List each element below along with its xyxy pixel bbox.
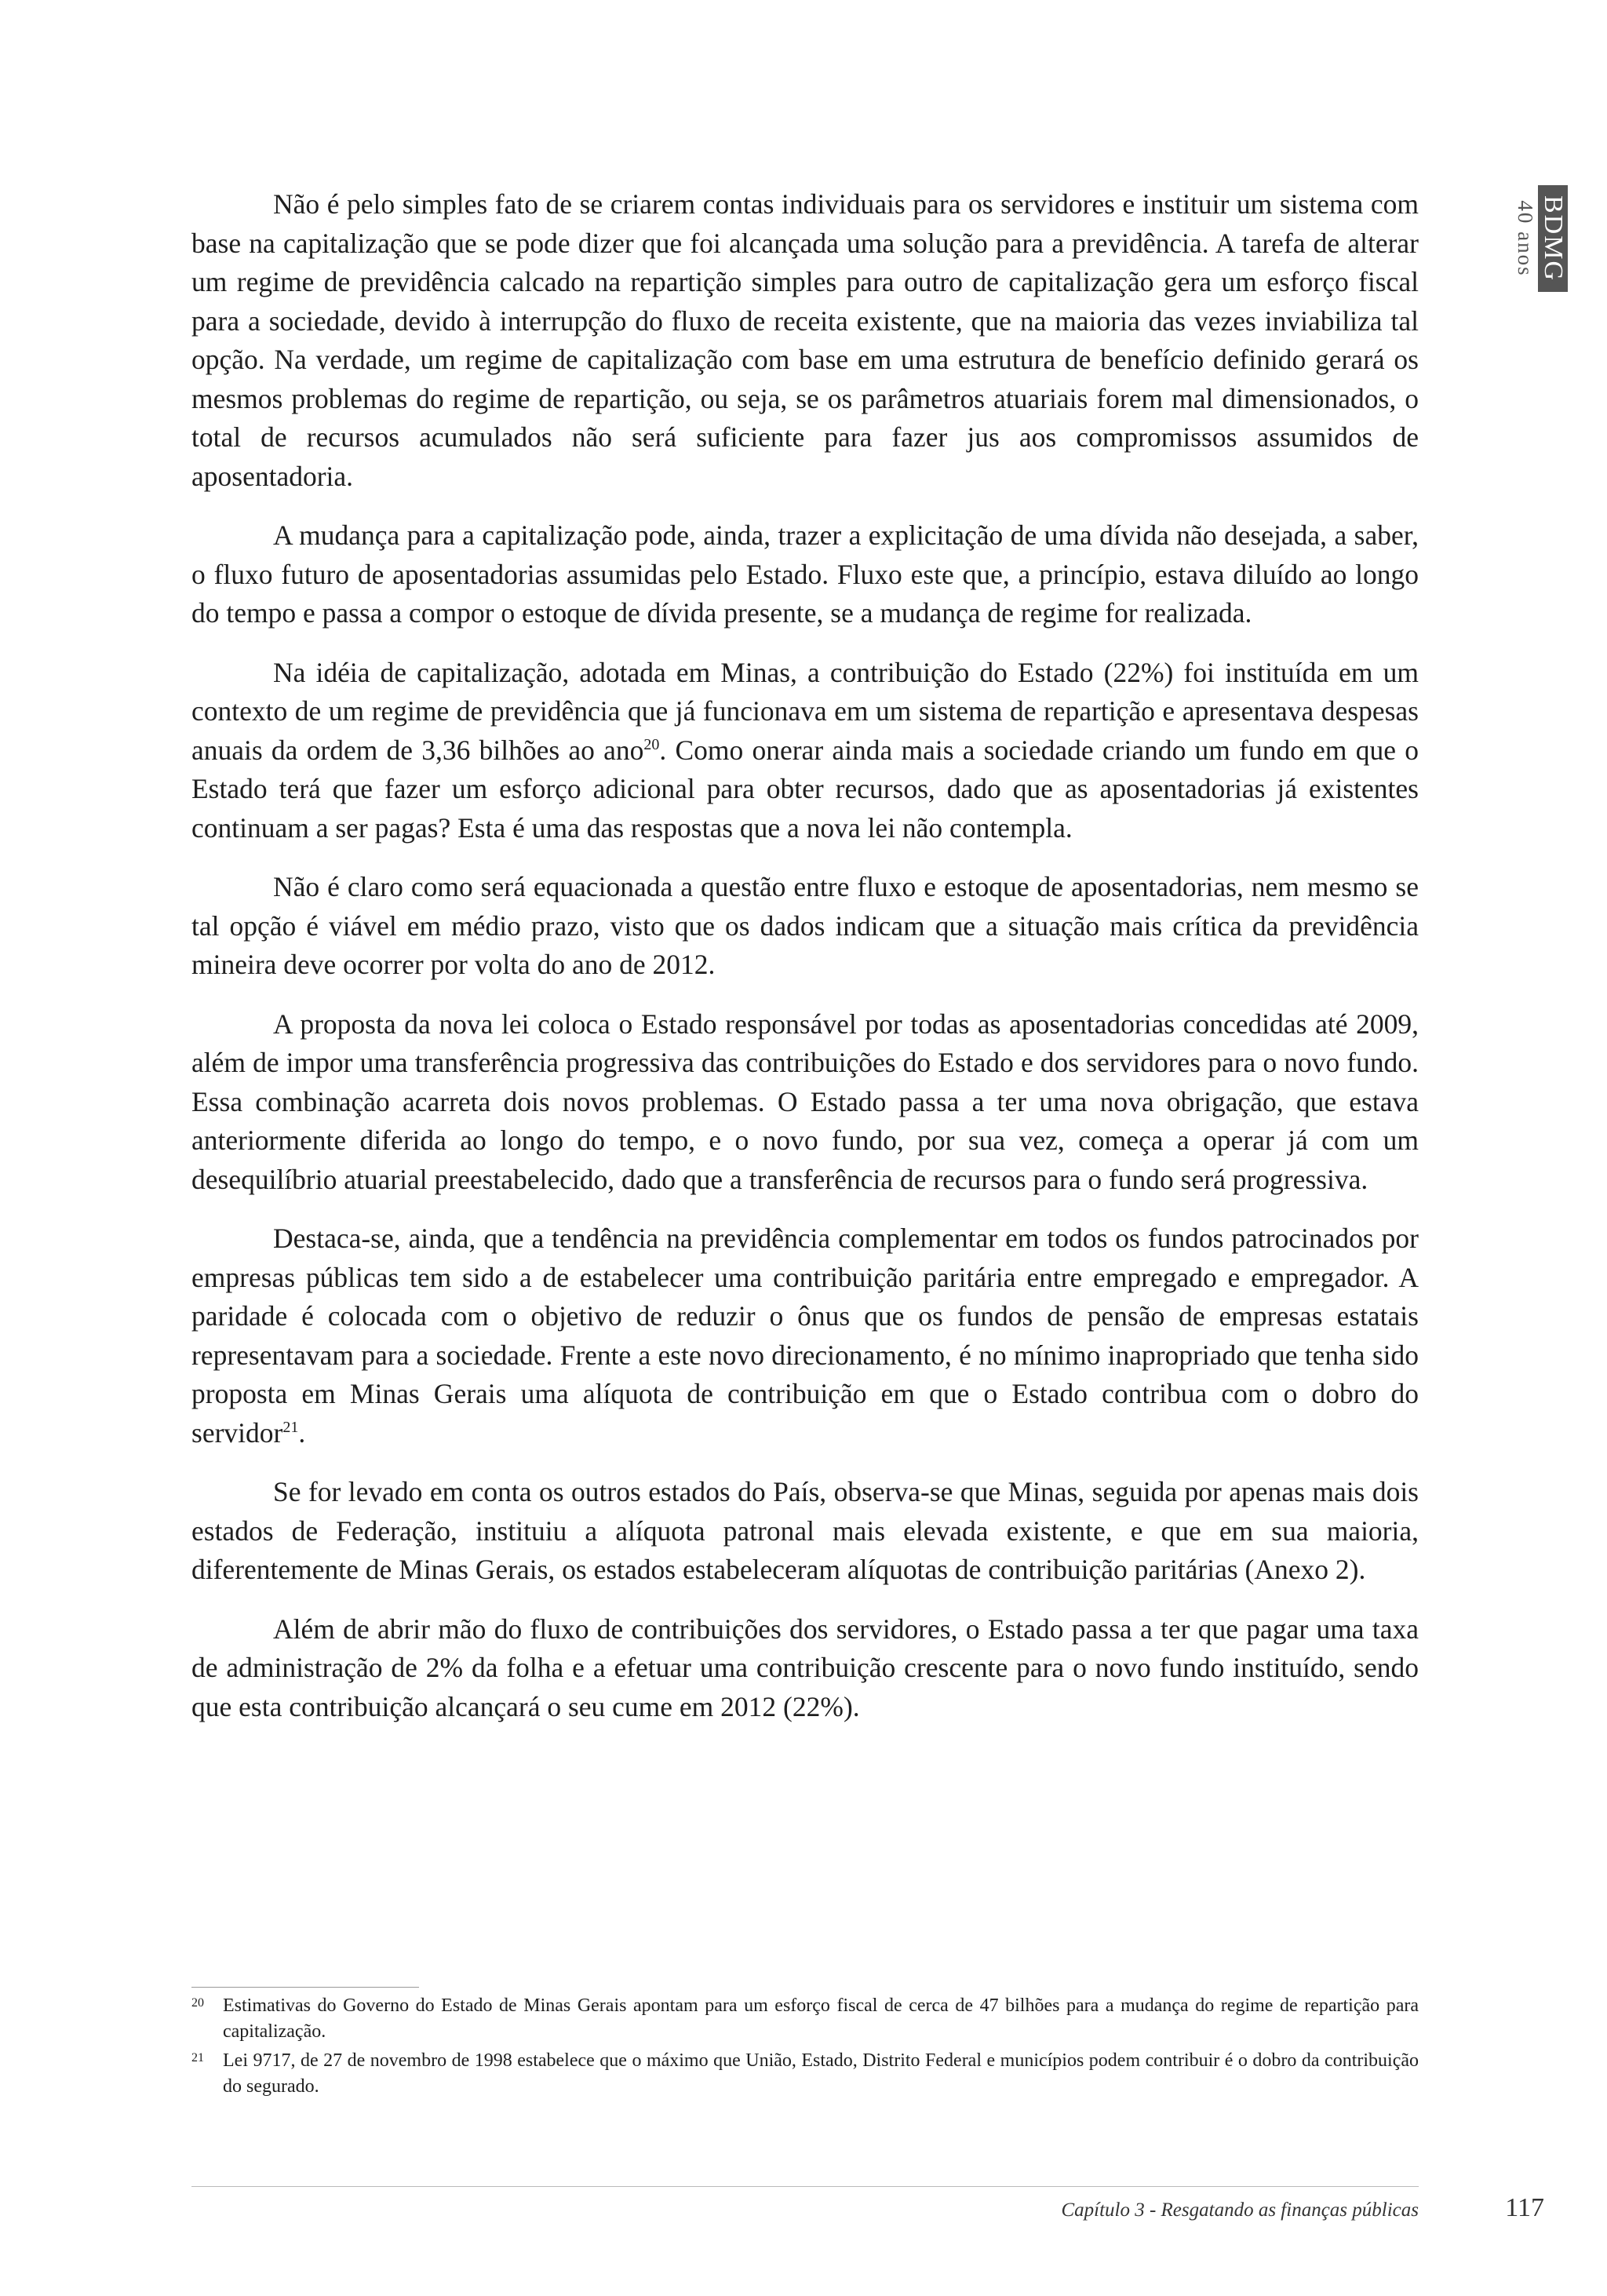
- footnote-number: 20: [191, 1996, 204, 2010]
- paragraph-5: A proposta da nova lei coloca o Estado responsável por todas as aposentadorias concedidas até 2009, além de impor uma transferência progressiva das contribuições do Estado e dos servidores para o novo fundo. Essa combinação acarreta dois novos problemas. O Estado passa a ter uma nova obrigação, que estava anteriormente diferida ao longo do tempo, e o novo fundo, por sua vez, começa a operar já com um desequilíbrio atuarial preestabelecido, dado que a transferência de recursos para o fundo será progressiva.: [191, 1008, 1419, 1195]
- footnote-ref-21[interactable]: 21: [282, 1418, 299, 1436]
- footnote-text: Estimativas do Governo do Estado de Minas Gerais apontam para um esforço fiscal de cerca de 47 bilhões para a mudança do regime de repartição para capitalização.: [223, 1995, 1419, 2042]
- footnote-text: Lei 9717, de 27 de novembro de 1998 estabelece que o máximo que União, Estado, Distrito Federal e municípios podem contribuir é o dobro da contribuição do segurado.: [223, 2050, 1419, 2097]
- footnote-divider: [191, 1987, 419, 1988]
- footnote-21: [191, 2048, 1419, 2100]
- paragraph-2: A mudança para a capitalização pode, ainda, trazer a explicitação de uma dívida não desejada, a saber, o fluxo futuro de aposentadorias assumidas pelo Estado. Fluxo este que, a princípio, estava diluído ao longo do tempo e passa a compor o estoque de dívida presente, se a mudança de regime for realizada.: [191, 519, 1419, 629]
- footnote-20: [191, 1993, 1419, 2045]
- paragraph-3-text-a: Na idéia de capitalização, adotada em Minas, a contribuição do Estado (22%) foi instituída em um contexto de um regime de previdência que já funcionava em um sistema de repartição e apresentava despesas anuais da ordem de 3,36 bilhões ao ano: [191, 656, 1419, 766]
- footnote-ref-20[interactable]: 20: [643, 735, 660, 753]
- paragraph-3-text-b: . Como onerar ainda mais a sociedade criando um fundo em que o Estado terá que fazer um esforço adicional para obter recursos, dado que as aposentadorias já existentes continuam a ser pagas? Esta é uma das respostas que a nova lei não contempla.: [191, 734, 1419, 844]
- paragraph-1: Não é pelo simples fato de se criarem contas individuais para os servidores e instituir um sistema com base na capitalização que se pode dizer que foi alcançada uma solução para a previdência. A tarefa de alterar um regime de previdência calcado na repartição simples para outro de capitalização gera um esforço fiscal para a sociedade, devido à interrupção do fluxo de receita existente, que na maioria das vezes inviabiliza tal opção. Na verdade, um regime de capitalização com base em uma estrutura de benefício definido gerará os mesmos problemas do regime de repartição, ou seja, se os parâmetros atuariais forem mal dimensionados, o total de recursos acumulados não será suficiente para fazer jus aos compromissos assumidos de aposentadoria.: [191, 188, 1419, 492]
- side-tab: [1511, 185, 1568, 292]
- paragraph-8: Além de abrir mão do fluxo de contribuições dos servidores, o Estado passa a ter que pagar uma taxa de administração de 2% da folha e a efetuar uma contribuição crescente para o novo fundo instituído, sendo que esta contribuição alcançará o seu cume em 2012 (22%).: [191, 1613, 1419, 1722]
- footnotes: [191, 1993, 1419, 2103]
- paragraph-6: [191, 1219, 1419, 1452]
- brand-label: BDMG: [1538, 185, 1568, 292]
- running-footer-title: Capítulo 3 - Resgatando as finanças públicas: [1061, 2199, 1419, 2221]
- footnote-number: 21: [191, 2051, 204, 2065]
- paragraph-7: Se for levado em conta os outros estados do País, observa-se que Minas, seguida por apenas mais dois estados de Federação, instituiu a alíquota patronal mais elevada existente, e que em sua maioria, diferentemente de Minas Gerais, os estados estabeleceram alíquotas de contribuição paritárias (Anexo 2).: [191, 1476, 1419, 1585]
- paragraph-4: Não é claro como será equacionada a questão entre fluxo e estoque de aposentadorias, nem mesmo se tal opção é viável em médio prazo, visto que os dados indicam que a situação mais crítica da previdência mineira deve ocorrer por volta do ano de 2012.: [191, 871, 1419, 980]
- page-number: 117: [1505, 2193, 1544, 2222]
- footer-divider: [191, 2186, 1419, 2187]
- paragraph-6-text-b: .: [298, 1416, 306, 1449]
- main-text: [191, 185, 1419, 1747]
- paragraph-3: [191, 654, 1419, 848]
- anniversary-label: 40 anos: [1514, 200, 1537, 277]
- paragraph-6-text-a: Destaca-se, ainda, que a tendência na previdência complementar em todos os fundos patrocinados por empresas públicas tem sido a de estabelecer uma contribuição paritária entre empregado e empregador. A paridade é colocada com o objetivo de reduzir o ônus que os fundos de pensão de empresas estatais representavam para a sociedade. Frente a este novo direcionamento, é no mínimo inapropriado que tenha sido proposta em Minas Gerais uma alíquota de contribuição em que o Estado contribua com o dobro do servidor: [191, 1223, 1419, 1449]
